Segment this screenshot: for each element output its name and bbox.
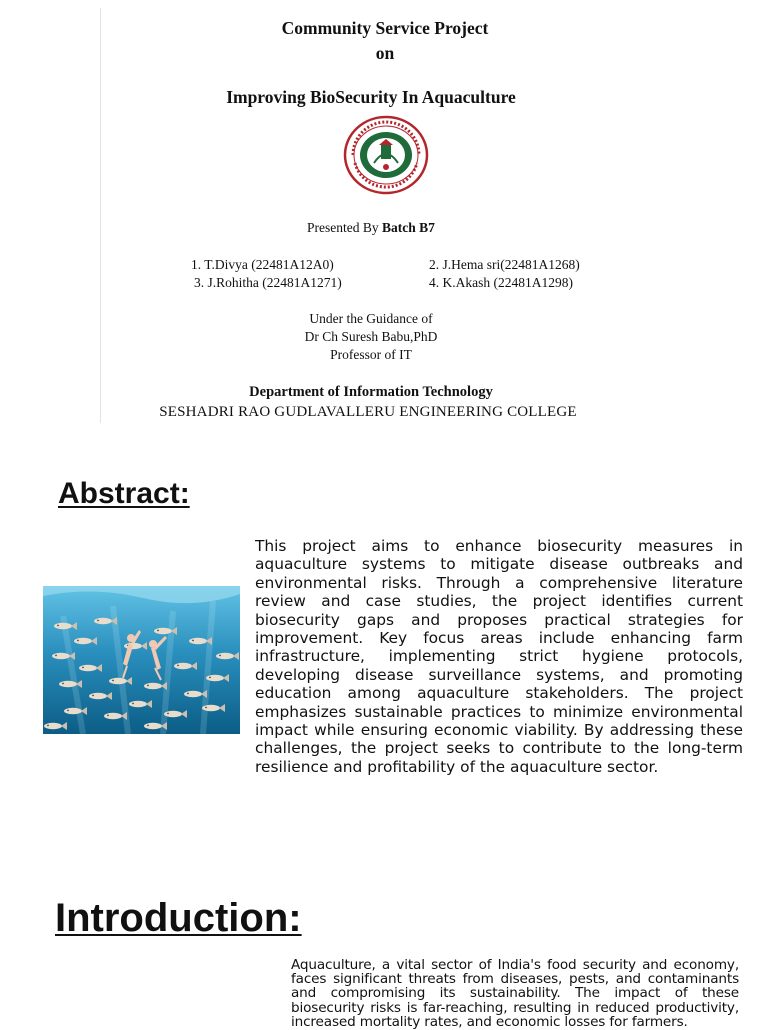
college-name: SESHADRI RAO GUDLAVALLERU ENGINEERING COLLEGE bbox=[159, 404, 577, 420]
college-seal-logo bbox=[343, 115, 429, 195]
team-member-4: 4. K.Akash (22481A1298) bbox=[429, 275, 573, 290]
project-subtitle: Improving BioSecurity In Aquaculture bbox=[226, 87, 516, 107]
introduction-heading: Introduction: bbox=[55, 896, 302, 940]
guidance-label: Under the Guidance of bbox=[309, 311, 433, 326]
introduction-text: Aquaculture, a vital sector of India's food security and economy, faces significant threats from diseases, pests, and contaminants and compromising its sustainability. The impact of these biosecurity risks is far-reaching, resulting in reduced productivity, increased mortality rates, and economic losses for farmers. bbox=[291, 957, 739, 1030]
team-member-2: 2. J.Hema sri(22481A1268) bbox=[429, 257, 580, 272]
underwater-fish-image bbox=[43, 586, 240, 734]
team-member-3: 3. J.Rohitha (22481A1271) bbox=[194, 275, 342, 290]
project-title-on: on bbox=[375, 43, 395, 63]
abstract-heading: Abstract: bbox=[58, 477, 190, 510]
guide-name: Dr Ch Suresh Babu,PhD bbox=[304, 329, 438, 344]
cover-page bbox=[100, 8, 669, 423]
presented-by-label: Presented By bbox=[307, 220, 383, 235]
department-name: Department of Information Technology bbox=[249, 384, 493, 400]
batch-name: Batch B7 bbox=[382, 220, 435, 235]
presented-by bbox=[87, 220, 655, 236]
guide-title: Professor of IT bbox=[330, 347, 412, 362]
team-member-1: 1. T.Divya (22481A12A0) bbox=[191, 257, 334, 272]
project-title: Community Service Project bbox=[281, 18, 489, 38]
abstract-text: This project aims to enhance biosecurity measures in aquaculture systems to mitigate disease outbreaks and environmental risks. Through a comprehensive literature review and case studies, the project identifies current biosecurity gaps and proposes practical strategies for improvement. Key focus areas include enhancing farm infrastructure, implementing strict hygiene protocols, developing disease surveillance systems, and promoting education among aquaculture stakeholders. The project emphasizes sustainable practices to minimize environmental impact while ensuring economic viability. By addressing these challenges, the project seeks to contribute to the long-term resilience and profitability of the aquaculture sector. bbox=[255, 537, 743, 776]
